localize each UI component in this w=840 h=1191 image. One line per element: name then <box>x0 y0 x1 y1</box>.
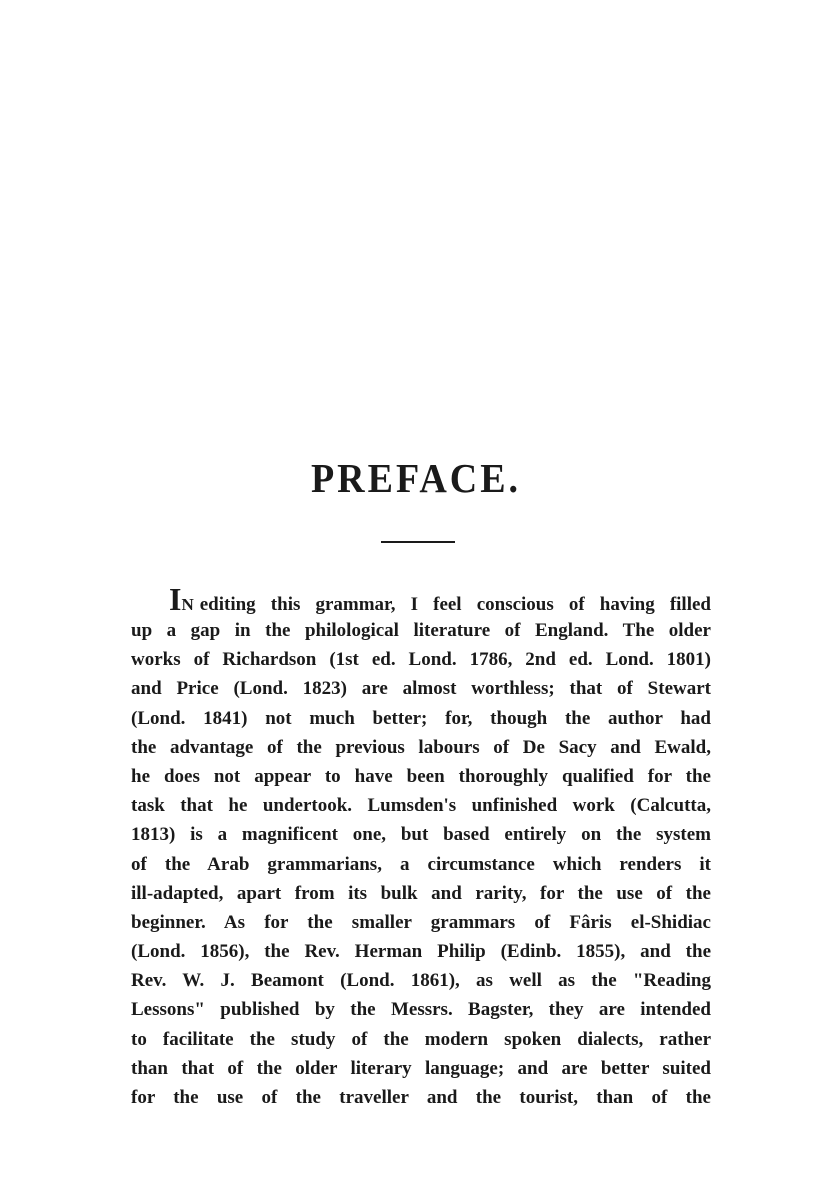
text-line: beginner. As for the smaller grammars of Fâris el-Shidiac <box>131 911 711 933</box>
text-line: up a gap in the philological literature of England. The older <box>131 620 711 641</box>
text-line: Rev. W. J. Beamont (Lond. 1861), as well as the "Reading <box>131 970 711 992</box>
text-line: (Lond. 1856), the Rev. Herman Philip (Edinb. 1855), and the <box>131 941 711 963</box>
text-line: of the Arab grammarians, a circumstance which renders it <box>131 853 711 875</box>
text-line: (Lond. 1841) not much better; for, though the author had <box>131 707 711 729</box>
text-line: the advantage of the previous labours of De Sacy and Ewald, <box>131 736 711 758</box>
text-line: Lessons" published by the Messrs. Bagster, they are intended <box>131 999 711 1021</box>
text-line: than that of the older literary language; and are better suited <box>131 1057 711 1079</box>
text-line-first <box>131 582 711 616</box>
text-line: ill-adapted, apart from its bulk and rarity, for the use of the <box>131 882 711 904</box>
text-line: task that he undertook. Lumsden's unfinished work (Calcutta, <box>131 795 711 817</box>
text-line: he does not appear to have been thoroughly qualified for the <box>131 765 711 787</box>
text-line: to facilitate the study of the modern spoken dialects, rather <box>131 1028 711 1050</box>
page-title: PREFACE. <box>310 456 522 502</box>
text-line: 1813) is a magnificent one, but based entirely on the system <box>131 824 711 846</box>
preface-paragraph <box>131 582 711 1112</box>
first-line-text: editing this grammar, I feel conscious of having filled <box>199 594 711 615</box>
small-cap-letters: N <box>181 595 194 614</box>
title-divider <box>381 541 455 543</box>
text-line: for the use of the traveller and the tourist, than of the <box>131 1087 711 1108</box>
text-line: works of Richardson (1st ed. Lond. 1786, 2nd ed. Lond. 1801) <box>131 649 711 671</box>
drop-cap: I <box>169 581 182 617</box>
text-line: and Price (Lond. 1823) are almost worthless; that of Stewart <box>131 678 711 700</box>
